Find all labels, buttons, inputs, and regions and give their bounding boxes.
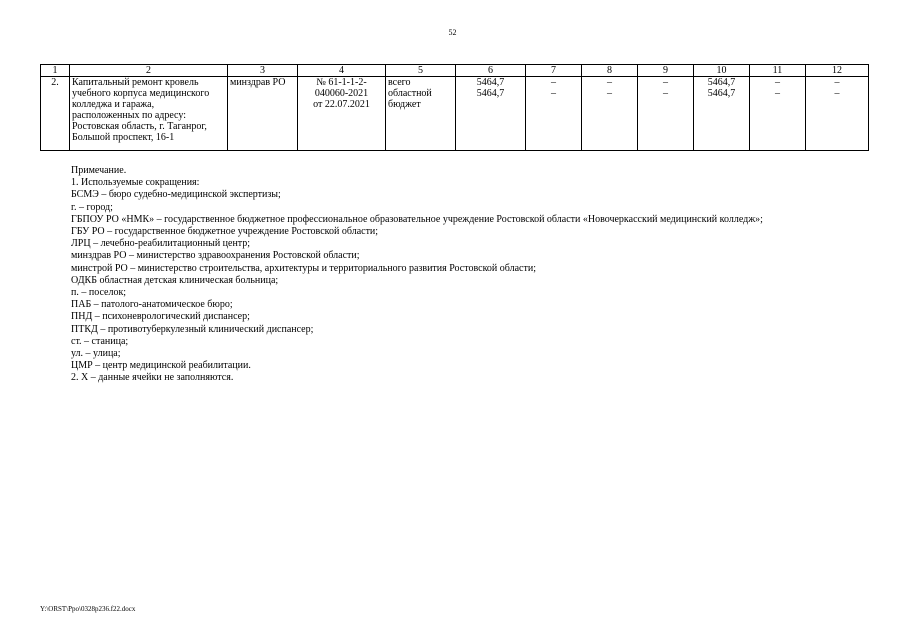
- column-number-12: 12: [806, 65, 869, 77]
- data-table: [40, 64, 869, 151]
- value-col-11: [750, 77, 806, 151]
- notes-item: ОДКБ областная детская клиническая больница;: [71, 274, 279, 286]
- organization-cell: минздрав РО: [228, 77, 298, 151]
- value-total: 5464,7: [476, 77, 505, 88]
- notes-item: п. – поселок;: [71, 287, 127, 299]
- funding-source-line: областной: [388, 88, 432, 99]
- column-number-1: 1: [41, 65, 70, 77]
- value-total: –: [663, 77, 668, 88]
- value-regional: –: [834, 88, 840, 99]
- column-number-8: 8: [582, 65, 638, 77]
- notes-item: ГБПОУ РО «НМК» – государственное бюджетное профессиональное образовательное учреждение Ростовской области «Новочеркасский медицинский колледж»;: [71, 213, 763, 225]
- row-number: 2.: [41, 77, 70, 151]
- description-line: учебного корпуса медицинского: [72, 88, 210, 99]
- value-regional: –: [607, 88, 612, 99]
- notes-item: ПТКД – противотуберкулезный клинический диспансер;: [71, 323, 314, 335]
- description-line: Большой проспект, 16-1: [72, 132, 175, 143]
- column-number-11: 11: [750, 65, 806, 77]
- description-line: расположенных по адресу:: [72, 110, 186, 121]
- value-col-6: [456, 77, 526, 151]
- page-number: 52: [448, 28, 457, 37]
- column-number-3: 3: [228, 65, 298, 77]
- column-number-4: 4: [298, 65, 386, 77]
- notes-item: минстрой РО – министерство строительства, архитектуры и территориального развития Ростовской области;: [71, 262, 536, 274]
- document-line: № 61-1-1-2-: [316, 77, 367, 88]
- notes-item: ЛРЦ – лечебно-реабилитационный центр;: [71, 238, 251, 250]
- document-line: от 22.07.2021: [313, 99, 370, 110]
- column-number-2: 2: [70, 65, 228, 77]
- value-col-10: [694, 77, 750, 151]
- funding-source-line: бюджет: [388, 99, 421, 110]
- notes-item: г. – город;: [71, 201, 113, 213]
- table-row: [41, 77, 869, 151]
- value-col-12: [806, 77, 869, 151]
- value-total: –: [834, 77, 840, 88]
- notes-item: минздрав РО – министерство здравоохранения Ростовской области;: [71, 250, 360, 262]
- document-cell: [298, 77, 386, 151]
- notes-item: ГБУ РО – государственное бюджетное учреждение Ростовской области;: [71, 226, 379, 238]
- document-line: 040060-2021: [314, 88, 369, 99]
- notes-item: ЦМР – центр медицинской реабилитации.: [71, 360, 251, 372]
- value-total: –: [551, 77, 556, 88]
- column-number-9: 9: [638, 65, 694, 77]
- notes-item: ПАБ – патолого-анатомическое бюро;: [71, 299, 233, 311]
- value-regional: 5464,7: [476, 88, 505, 99]
- column-number-6: 6: [456, 65, 526, 77]
- notes-item: 1. Используемые сокращения:: [71, 177, 200, 189]
- notes-heading: Примечание.: [71, 165, 127, 176]
- notes-item: БСМЭ – бюро судебно-медицинской экспертизы;: [71, 189, 281, 201]
- value-regional: –: [775, 88, 780, 99]
- column-number-10: 10: [694, 65, 750, 77]
- value-total: –: [775, 77, 780, 88]
- value-col-8: [582, 77, 638, 151]
- notes-item: ул. – улица;: [71, 348, 121, 360]
- value-regional: –: [663, 88, 668, 99]
- value-col-9: [638, 77, 694, 151]
- description-line: колледжа и гаража,: [72, 99, 155, 110]
- project-description: [70, 77, 228, 151]
- value-regional: 5464,7: [707, 88, 736, 99]
- notes-item: ПНД – психоневрологический диспансер;: [71, 311, 250, 323]
- description-line: Капитальный ремонт кровель: [72, 77, 199, 88]
- value-total: 5464,7: [707, 77, 736, 88]
- description-line: Ростовская область, г. Таганрог,: [72, 121, 207, 132]
- column-number-7: 7: [526, 65, 582, 77]
- notes-item: 2. Х – данные ячейки не заполняются.: [71, 372, 234, 384]
- value-total: –: [607, 77, 612, 88]
- file-path-footer: Y:\ORST\Ppo\0328p236.f22.docx: [40, 605, 136, 613]
- column-number-5: 5: [386, 65, 456, 77]
- value-regional: –: [551, 88, 556, 99]
- table-header-row: [41, 65, 869, 77]
- notes-item: ст. – станица;: [71, 335, 129, 347]
- funding-source-cell: [386, 77, 456, 151]
- value-col-7: [526, 77, 582, 151]
- notes-section: [71, 165, 763, 385]
- funding-source-line: всего: [388, 77, 411, 88]
